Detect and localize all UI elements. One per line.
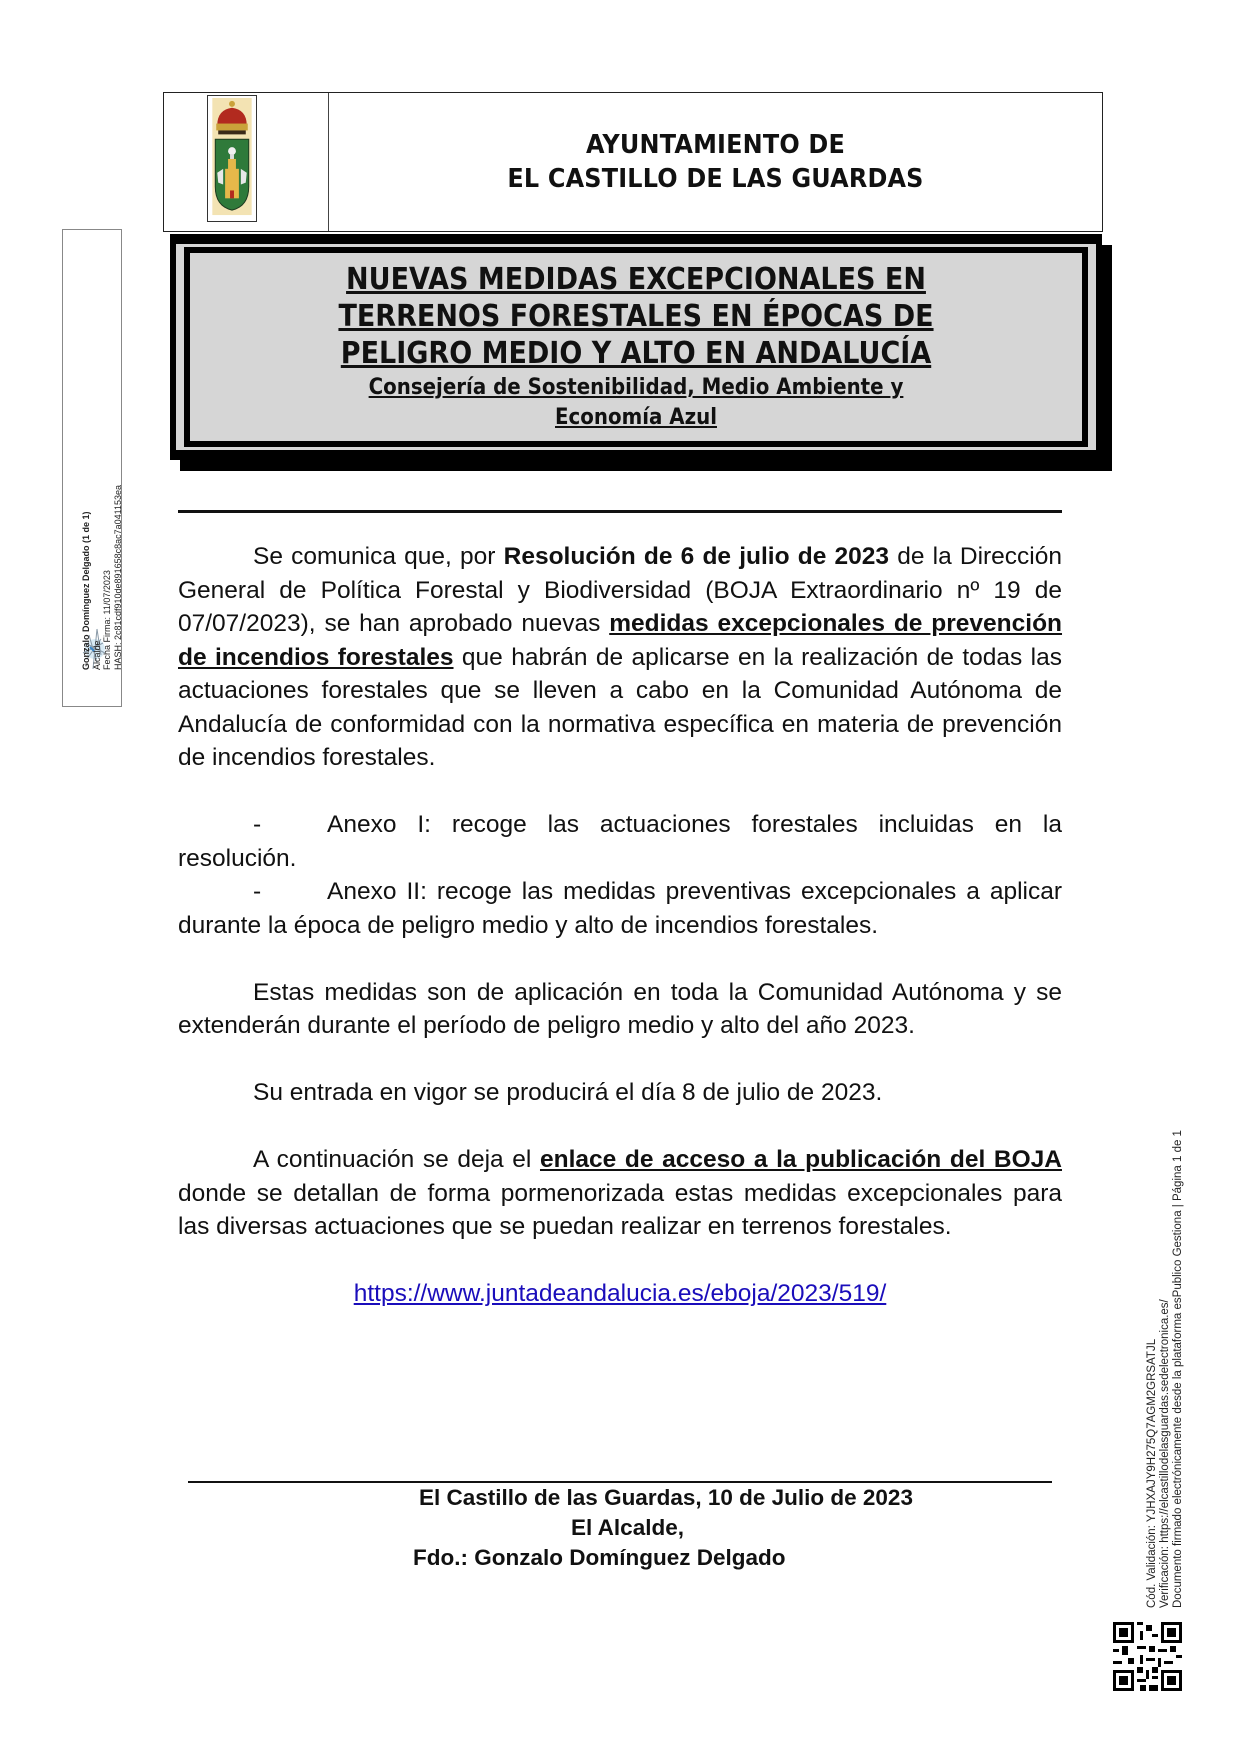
- boja-link-mention: enlace de acceso a la publicación del BOJA: [539, 1146, 1062, 1173]
- verification-text: [1146, 1130, 1185, 1608]
- measures-highlight: medidas excepcionales de prevención de incendios forestales: [178, 610, 1063, 671]
- title-line: NUEVAS MEDIDAS EXCEPCIONALES EN: [346, 262, 926, 297]
- e-signature-text: [81, 485, 123, 670]
- e-signature-stamp: [62, 229, 122, 707]
- signer-role-label: El Alcalde,: [571, 1515, 684, 1540]
- list-item: - Anexo II: recoge las medidas preventivas excepcionales a aplicar durante la época de peligro medio y alto de incendios forestales.: [178, 878, 1062, 939]
- validation-code: Cód. Validación: YJHXAJY9H275Q7AGM2GRSATJL: [1146, 1338, 1158, 1608]
- verification-url: Verificación: https://elcastillodelasguardas.sedelectronica.es/: [1159, 1299, 1171, 1608]
- title-line: TERRENOS FORESTALES EN ÉPOCAS DE: [338, 299, 934, 334]
- org-line-1: AYUNTAMIENTO DE: [586, 130, 845, 160]
- qr-code-icon[interactable]: [1113, 1622, 1182, 1691]
- title-box: [170, 234, 1102, 460]
- signer-role: Alcalde: [91, 640, 102, 670]
- signature-hash: HASH: 2c81cdf910de891658c8ac7a041153ea: [112, 485, 123, 670]
- logo-cell: [164, 93, 329, 231]
- coat-of-arms-icon: [207, 95, 257, 222]
- document-title: [190, 261, 1082, 432]
- boja-link[interactable]: https://www.juntadeandalucia.es/eboja/2023/519/: [353, 1280, 887, 1307]
- list-item: - Anexo I: recoge las actuaciones forestales incluidas en la resolución.: [178, 811, 1062, 872]
- signature-date: Fecha Firma: 11/07/2023: [102, 570, 112, 670]
- paragraph-scope: Estas medidas son de aplicación en toda la Comunidad Autónoma y se extenderán durante el período de peligro medio y alto del año 2023.: [178, 978, 1062, 1039]
- platform-note: Documento firmado electrónicamente desde la plataforma esPublico Gestiona | Página 1 de 1: [1172, 1130, 1184, 1608]
- paragraph-link-intro: A continuación se deja el enlace de acceso a la publicación del BOJA donde se detallan de forma pormenorizada estas medidas excepcionales para las diversas actuaciones que se puedan realizar en terrenos forestales.: [178, 1146, 1062, 1240]
- subtitle-line: Economía Azul: [555, 405, 717, 430]
- divider: [178, 510, 1062, 513]
- document-body: [178, 540, 1062, 1311]
- signer-name: Gonzalo Domínguez Delgado (1 de 1): [81, 511, 91, 670]
- organization-name: [360, 93, 1071, 231]
- signed-by: Fdo.: Gonzalo Domínguez Delgado: [413, 1545, 786, 1570]
- letterhead: [163, 92, 1103, 232]
- place-date: El Castillo de las Guardas, 10 de Julio de 2023: [419, 1485, 913, 1510]
- resolution-reference: Resolución de 6 de julio de 2023: [503, 543, 890, 570]
- paragraph-intro: Se comunica que, por Resolución de 6 de julio de 2023 de la Dirección General de Política Forestal y Biodiversidad (BOJA Extraordinario nº 19 de 07/07/2023), se han aprobado nuevas medidas excepcionales de prevención de incendios forestales que habrán de aplicarse en la realización de todas las actuaciones forestales que se lleven a cabo en la Comunidad Autónoma de Andalucía de conformidad con la normativa específica en materia de prevención de incendios forestales.: [178, 543, 1063, 771]
- title-line: PELIGRO MEDIO Y ALTO EN ANDALUCÍA: [340, 336, 932, 371]
- org-line-2: EL CASTILLO DE LAS GUARDAS: [507, 164, 924, 194]
- paragraph-effective-date: Su entrada en vigor se producirá el día 8 de julio de 2023.: [253, 1079, 883, 1106]
- subtitle-line: Consejería de Sostenibilidad, Medio Ambiente y: [368, 375, 904, 400]
